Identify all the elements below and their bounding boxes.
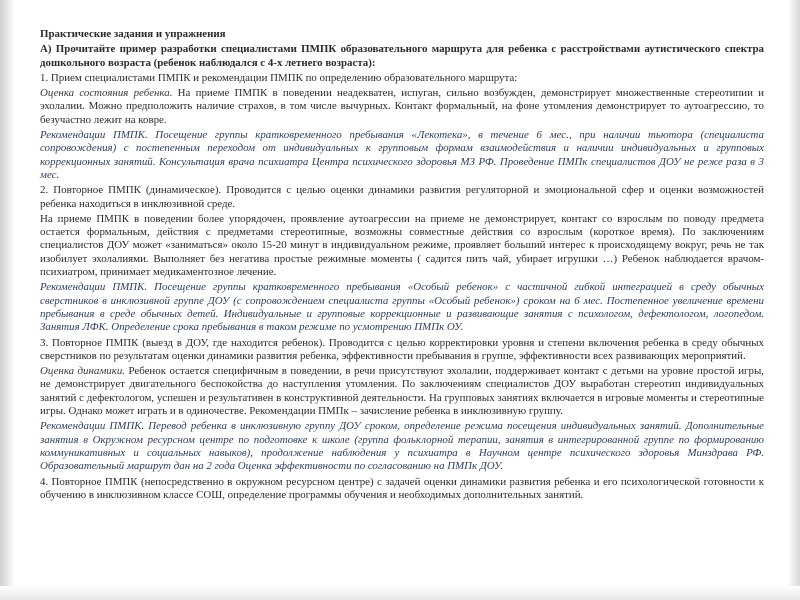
slide-frame-right bbox=[788, 0, 800, 600]
slide-content bbox=[40, 28, 764, 504]
step3-dynamics-text: Ребенок остается специфичным в поведении, в речи присутствуют эхолалии, поддерживает контакт с детьми на уровне простой игры, не демонстрирует двигательного беспокойства до наступления утомления. По заключениям специалистов ДОУ выработан стереотип индивидуальных занятий с дефектологом, успешен и результативен в конструктивной деятельности. На групповых занятиях включается в игровые моменты и стереотипные игры. Однако может играть и в одиночестве. Рекомендации ПМПк – зачисление ребенка в инклюзивную группу. bbox=[40, 365, 764, 418]
step1-recommendation: Рекомендации ПМПК. Посещение группы кратковременного пребывания «Лекотека», в течение 6 мес., при наличии тьютора (специалиста сопровождения) с постепенным переходом от индивидуальных к групповым формам взаимодействия и наличии индивидуальных и групповых коррекционных занятий. Консультация врача психиатра Центра психического здоровья МЗ РФ. Проведение ПМПк специалистов ДОУ не реже раза в 3 мес. bbox=[40, 129, 764, 181]
step2-heading: 2. Повторное ПМПК (динамическое). Проводится с целью оценки динамики развития регуляторной и эмоциональной сфер и оценки возможностей ребенка находиться в инклюзивной среде. bbox=[40, 184, 764, 210]
step3-heading: 3. Повторное ПМПК (выезд в ДОУ, где находится ребенок). Проводится с целью корректировки уровня и степени включения ребенка в среду обычных сверстников по результатам оценки динамики развития ребенка, эффективности пребывания в группе, эффективности всех развивающих мероприятий. bbox=[40, 336, 764, 362]
step2-recommendation: Рекомендации ПМПК. Посещение группы кратковременного пребывания «Особый ребенок» с частичной гибкой интеграцией в среду обычных сверстников в инклюзивной группе ДОУ (с сопровождением специалиста группы «Особый ребенок») сроком на 6 мес. Постепенное увеличение времени пребывания в среде обычных детей. Индивидуальные и групповые коррекционные и развивающие занятия с психологом, дефектологом, логопедом. Занятия ЛФК. Определение срока пребывания в таком режиме по усмотрению ПМПк ОУ. bbox=[40, 281, 764, 334]
step2-text: На приеме ПМПК в поведении более упорядочен, проявление аутоагрессии на приеме не демонстрирует, контакт со взрослым по поводу предмета остается формальным, действия с предметами стереотипные, возможны совместные действия со взрослым (короткое время). По заключениям специалистов ДОУ может «заниматься» около 15-20 минут в индивидуальном режиме, проявляет больший интерес к происходящему вокруг, речь не так изобилует эхолалиями. Выполняет без негатива простые режимные моменты ( садится пить чай, убирает игрушки …) Ребенок наблюдается врачом-психиатром, принимает медикаментозное лечение. bbox=[40, 212, 764, 279]
step1-state bbox=[40, 87, 764, 127]
slide-frame-left bbox=[0, 0, 14, 600]
step3-dynamics-label: Оценка динамики. bbox=[40, 365, 125, 378]
step1-heading: 1. Прием специалистами ПМПК и рекомендации ПМПК по определению образовательного маршрута: bbox=[40, 71, 518, 84]
step1-state-text: На приеме ПМПК в поведении неадекватен, испуган, сильно возбужден, демонстрирует множественные стереотипии и эхолалии. Можно предположить наличие страхов, в том числе вычурных. Контакт формальный, на фоне утомления демонстрирует то аутоагрессию, то безучастно лежит на ковре. bbox=[40, 87, 764, 126]
step3-dynamics bbox=[40, 365, 764, 418]
task-statement: А) Прочитайте пример разработки специалистами ПМПК образовательного маршрута для ребенка с расстройствами аутистического спектра дошкольного возраста (ребенок наблюдался с 4-х летнего возраста): bbox=[40, 43, 764, 69]
step1-state-label: Оценка состояния ребенка. bbox=[40, 87, 173, 100]
page-title: Практические задания и упражнения bbox=[40, 28, 226, 40]
step3-recommendation: Рекомендации ПМПК. Перевод ребенка в инклюзивную группу ДОУ сроком, определение режима посещения индивидуальных занятий. Дополнительные занятия в Окружном ресурсном центре по подготовке к школе (группа фольклорной терапии, занятия в интегрированной группе по формированию коммуникативных и социальных навыков), продолжение наблюдения у психиатра в Научном центре психического здоровья Минздрава РФ. Образовательный маршрут дан на 2 года Оценка эффективности по согласованию на ПМПк ДОУ. bbox=[40, 420, 764, 473]
step4-heading: 4. Повторное ПМПК (непосредственно в окружном ресурсном центре) с задачей оценки динамики развития ребенка и его психологической готовности к обучению в инклюзивном классе СОШ, определение программы обучения и необходимых дополнительных занятий. bbox=[40, 475, 764, 501]
slide-frame-bottom bbox=[0, 586, 800, 600]
